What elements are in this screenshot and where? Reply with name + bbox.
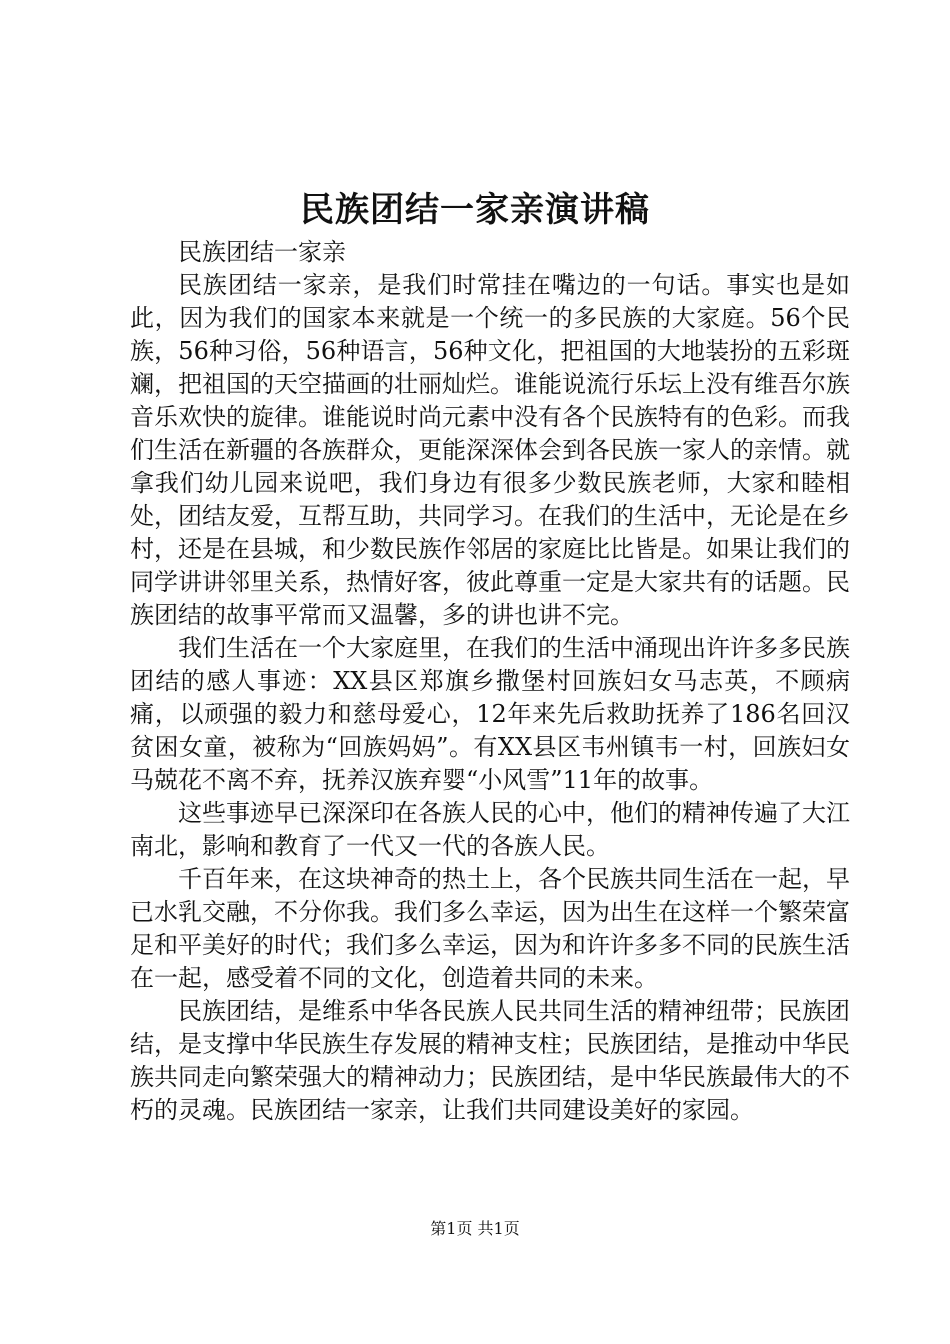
body-paragraph: 这些事迹早已深深印在各族人民的心中，他们的精神传遍了大江南北，影响和教育了一代又一代的各族人民。 xyxy=(130,799,850,860)
document-title: 民族团结一家亲演讲稿 xyxy=(300,190,650,230)
body-paragraph: 千百年来，在这块神奇的热土上，各个民族共同生活在一起，早已水乳交融，不分你我。我们多么幸运，因为出生在这样一个繁荣富足和平美好的时代；我们多么幸运，因为和许许多多不同的民族生活在一起，感受着不同的文化，创造着共同的未来。 xyxy=(130,865,850,992)
document-body xyxy=(130,236,850,1127)
body-paragraph: 我们生活在一个大家庭里，在我们的生活中涌现出许许多多民族团结的感人事迹：XX县区郑旗乡撒堡村回族妇女马志英，不顾病痛，以顽强的毅力和慈母爱心，12年来先后救助抚养了186名回汉贫困女童，被称为“回族妈妈”。有XX县区韦州镇韦一村，回族妇女马兢花不离不弃，抚养汉族弃婴“小风雪”11年的故事。 xyxy=(130,634,850,794)
subtitle-paragraph: 民族团结一家亲 xyxy=(178,238,346,266)
page-footer: 第1页 共1页 xyxy=(430,1219,520,1238)
body-paragraph: 民族团结一家亲，是我们时常挂在嘴边的一句话。事实也是如此，因为我们的国家本来就是一个统一的多民族的大家庭。56个民族，56种习俗，56种语言，56种文化，把祖国的大地装扮的五彩斑斓，把祖国的天空描画的壮丽灿烂。谁能说流行乐坛上没有维吾尔族音乐欢快的旋律。谁能说时尚元素中没有各个民族特有的色彩。而我们生活在新疆的各族群众，更能深深体会到各民族一家人的亲情。就拿我们幼儿园来说吧，我们身边有很多少数民族老师，大家和睦相处，团结友爱，互帮互助，共同学习。在我们的生活中，无论是在乡村，还是在县城，和少数民族作邻居的家庭比比皆是。如果让我们的同学讲讲邻里关系，热情好客，彼此尊重一定是大家共有的话题。民族团结的故事平常而又温馨，多的讲也讲不完。 xyxy=(130,271,850,629)
body-paragraph: 民族团结，是维系中华各民族人民共同生活的精神纽带；民族团结，是支撑中华民族生存发展的精神支柱；民族团结，是推动中华民族共同走向繁荣强大的精神动力；民族团结，是中华民族最伟大的不朽的灵魂。民族团结一家亲，让我们共同建设美好的家园。 xyxy=(130,997,850,1124)
